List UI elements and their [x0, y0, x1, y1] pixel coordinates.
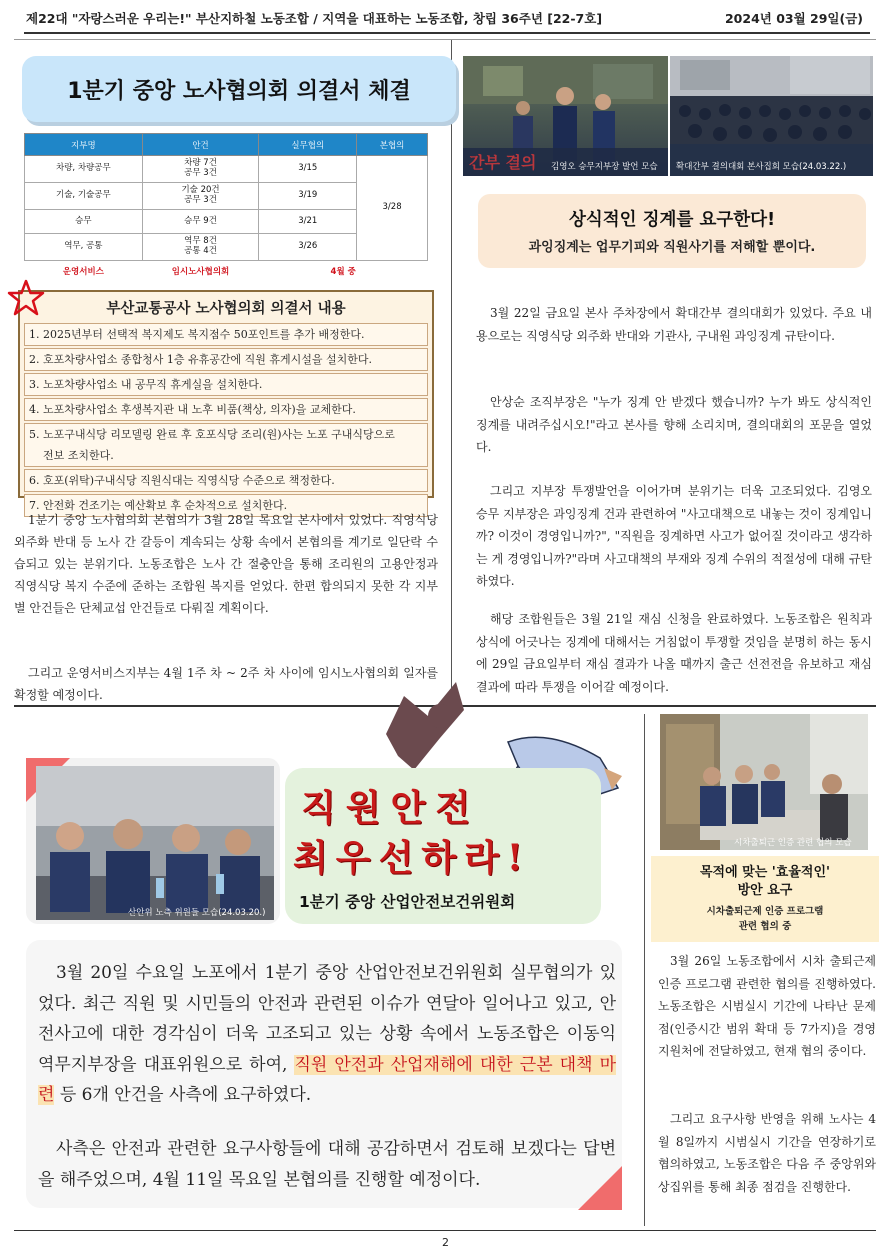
article3-paragraph: 3월 20일 수요일 노포에서 1분기 중앙 산업안전보건위원회 실무협의가 있었다. 최근 직원 및 시민들의 안전과 관련된 이슈가 연달아 일어나고 있고, 안전사고에 대한 경각심이 더욱 고조되고 있는 상황 속에서 노동조합은 이동익 역무지부장을 대표위원으로 하여, 직원 안전과 산업재해에 대한 근본 대책 마련 등 6개 안건을 사측에 요구하였다. [38, 963, 616, 1105]
rally-crowd-photo [670, 56, 873, 176]
corner-accent [578, 1166, 622, 1210]
list-item: 6. 호포(위탁)구내식당 직원식대는 직영식당 수준으로 책정한다. [24, 469, 428, 492]
photo-caption: 시차출퇴근 인증 관련 협의 모습 [734, 838, 852, 848]
article2-paragraph: 해당 조합원들은 3월 21일 재심 신청을 완료하였다. 노동조합은 원칙과 상식에 어긋나는 징계에 대해서는 거침없이 투쟁할 것임을 분명히 하는 동시에 29일 금요일부터 재심 결과가 나올 때까지 출근 선전전을 유보하고 재심 결과에 따라 투쟁을 이어갈 예정이다. [476, 612, 872, 694]
svg-text:간부 결의: 간부 결의 [469, 153, 537, 172]
photo-caption: 김영오 승무지부장 발언 모습 [551, 162, 658, 172]
table-row: 차량, 차량공무 차량 7건 공무 3건 3/15 3/28 [25, 156, 428, 183]
issue-date: 2024년 03월 29일(금) [724, 11, 863, 26]
article4-paragraph: 3월 26일 노동조합에서 시차 출퇴근제 인증 프로그램 관련한 협의를 진행하였다. 노동조합은 시범실시 기간에 나타난 문제점(인증시간 범위 확대 등 7가지)을 경영지원처에 전달하였고, 현재 협의 중이다. [658, 954, 876, 1058]
article2-headline-box [478, 194, 866, 268]
list-item: 7. 안전화 건조기는 예산확보 후 순차적으로 설치한다. [24, 494, 428, 517]
article2-subheadline: 과잉징계는 업무기피와 직원사기를 저해할 뿐이다. [528, 240, 816, 255]
table-row: 승무 승무 9건 3/21 [25, 210, 428, 234]
col-header-branch: 지부명 [25, 134, 143, 156]
col-header-main: 본협의 [357, 134, 428, 156]
article4-paragraph: 그리고 요구사항 반영을 위해 노사는 4월 8일까지 시범실시 기간을 연장하기로 협의하였고, 노동조합은 다음 주 중앙위와 상집위를 통해 최종 점검을 진행한다. [658, 1112, 876, 1194]
table-row: 기술, 기술공무 기술 20건 공무 3건 3/19 [25, 183, 428, 210]
photo-caption: 확대간부 결의대회 본사집회 모습(24.03.22.) [676, 162, 847, 172]
rally-speech-photo [463, 56, 668, 176]
header-divider-thin [14, 39, 876, 40]
article2-paragraph: 그리고 지부장 투쟁발언을 이어가며 분위기는 더욱 고조되었다. 김영오 승무 지부장은 과잉징계 건과 관련하여 "사고대책으로 내놓는 것이 징계입니까? 이것이 경영입니까?", "직원을 징계하면 사고가 없어질 것이라고 생각하는 게 경영입니까?"라며 사고대책의 부재와 징계 수위의 적절성에 대해 규탄하였다. [476, 484, 872, 588]
article1-paragraph: 그리고 운영서비스지부는 4월 1주 차 ~ 2주 차 사이에 임시노사협의회 일자를 확정할 예정이다. [14, 666, 438, 702]
article4-headline-box [651, 856, 879, 942]
list-item: 1. 2025년부터 선택적 복지제도 복지점수 50포인트를 추가 배정한다. [24, 323, 428, 346]
header-divider [24, 32, 870, 34]
highlighted-demand: 직원 안전과 산업재해에 대한 근본 대책 마련 [38, 1054, 616, 1105]
col-header-working: 실무협의 [259, 134, 357, 156]
list-item: 4. 노포차량사업소 후생복지관 내 노후 비품(책상, 의자)을 교체한다. [24, 398, 428, 421]
commute-meeting-photo [660, 714, 868, 850]
article1-paragraph: 1분기 중앙 노사협의회 본협의가 3월 28일 목요일 본사에서 있었다. 직영식당 외주화 반대 등 노사 간 갈등이 계속되는 상황 속에서 본협의를 계기로 일단락 수습되고 있는 분위기다. 노동조합은 노사 간 절충안을 통해 조리원의 고용안정과 직영식당 복지 수준에 준하는 조합원 복지를 얻었다. 한편 합의되지 못한 각 지부별 안건들은 단체교섭 안건들로 다뤄질 계획이다. [14, 513, 438, 615]
article3-headline-line1: 직원안전 [301, 787, 481, 829]
resolution-list [24, 323, 428, 519]
safety-committee-photo [36, 766, 274, 920]
article4-sub-line1: 시차출퇴근제 인증 프로그램 [706, 906, 824, 917]
footer-divider [14, 1230, 876, 1231]
list-item: 2. 호포차량사업소 종합청사 1층 유휴공간에 직원 휴게시설을 설치한다. [24, 348, 428, 371]
article3-subheadline: 1분기 중앙 산업안전보건위원회 [299, 893, 516, 911]
article4-headline-line2: 방안 요구 [737, 883, 793, 898]
list-item: 전보 조치한다. [24, 445, 428, 467]
table-row: 운영서비스 임시노사협의회 4월 중 [62, 266, 356, 277]
article1-title: 1분기 중앙 노사협의회 의결서 체결 [22, 56, 456, 122]
page-number: 2 [442, 1236, 449, 1249]
article3-headline-box [285, 768, 601, 924]
photo-caption: 산안위 노측 위원들 모습(24.03.20.) [128, 908, 266, 918]
article2-headline: 상식적인 징계를 요구한다! [568, 210, 776, 230]
article2-paragraph: 안상순 조직부장은 "누가 징계 안 받겠다 했습니까? 누가 봐도 상식적인 징계를 내려주십시오!"라고 본사를 향해 소리치며, 결의대회의 포문을 열었다. [476, 395, 872, 454]
list-item: 5. 노포구내식당 리모델링 완료 후 호포식당 조리(원)사는 노포 구내식당으로 [24, 423, 428, 445]
col-header-agenda: 안건 [142, 134, 259, 156]
article3-headline-line2: 최우선하라! [293, 837, 531, 879]
meeting-schedule-table [24, 133, 428, 285]
article4-sub-line2: 관련 협의 중 [738, 921, 792, 932]
article2-paragraph: 3월 22일 금요일 본사 주차장에서 확대간부 결의대회가 있었다. 주요 내용으로는 직영식당 외주화 반대와 기관사, 구내원 과잉징계 규탄이다. [476, 306, 872, 343]
list-item: 3. 노포차량사업소 내 공무직 휴게실을 설치한다. [24, 373, 428, 396]
star-icon [6, 278, 46, 318]
resolution-box [18, 290, 434, 513]
resolution-title: 부산교통공사 노사협의회 의결서 내용 [106, 301, 346, 317]
main-meeting-date: 3/28 [357, 156, 428, 261]
masthead: 제22대 "자랑스러운 우리는!" 부산지하철 노동조합 / 지역을 대표하는 노동조합, 창립 36주년 [22-7호] [26, 11, 603, 26]
article3-paragraph: 사측은 안전과 관련한 요구사항들에 대해 공감하면서 검토해 보겠다는 답변을 해주었으며, 4월 11일 목요일 본협의를 진행할 예정이다. [38, 1139, 616, 1190]
article4-headline-line1: 목적에 맞는 '효율적인' [699, 865, 831, 880]
table-row: 역무, 공통 역무 8건 공통 4건 3/26 [25, 234, 428, 261]
column-divider [451, 40, 452, 704]
column-divider [644, 714, 645, 1226]
